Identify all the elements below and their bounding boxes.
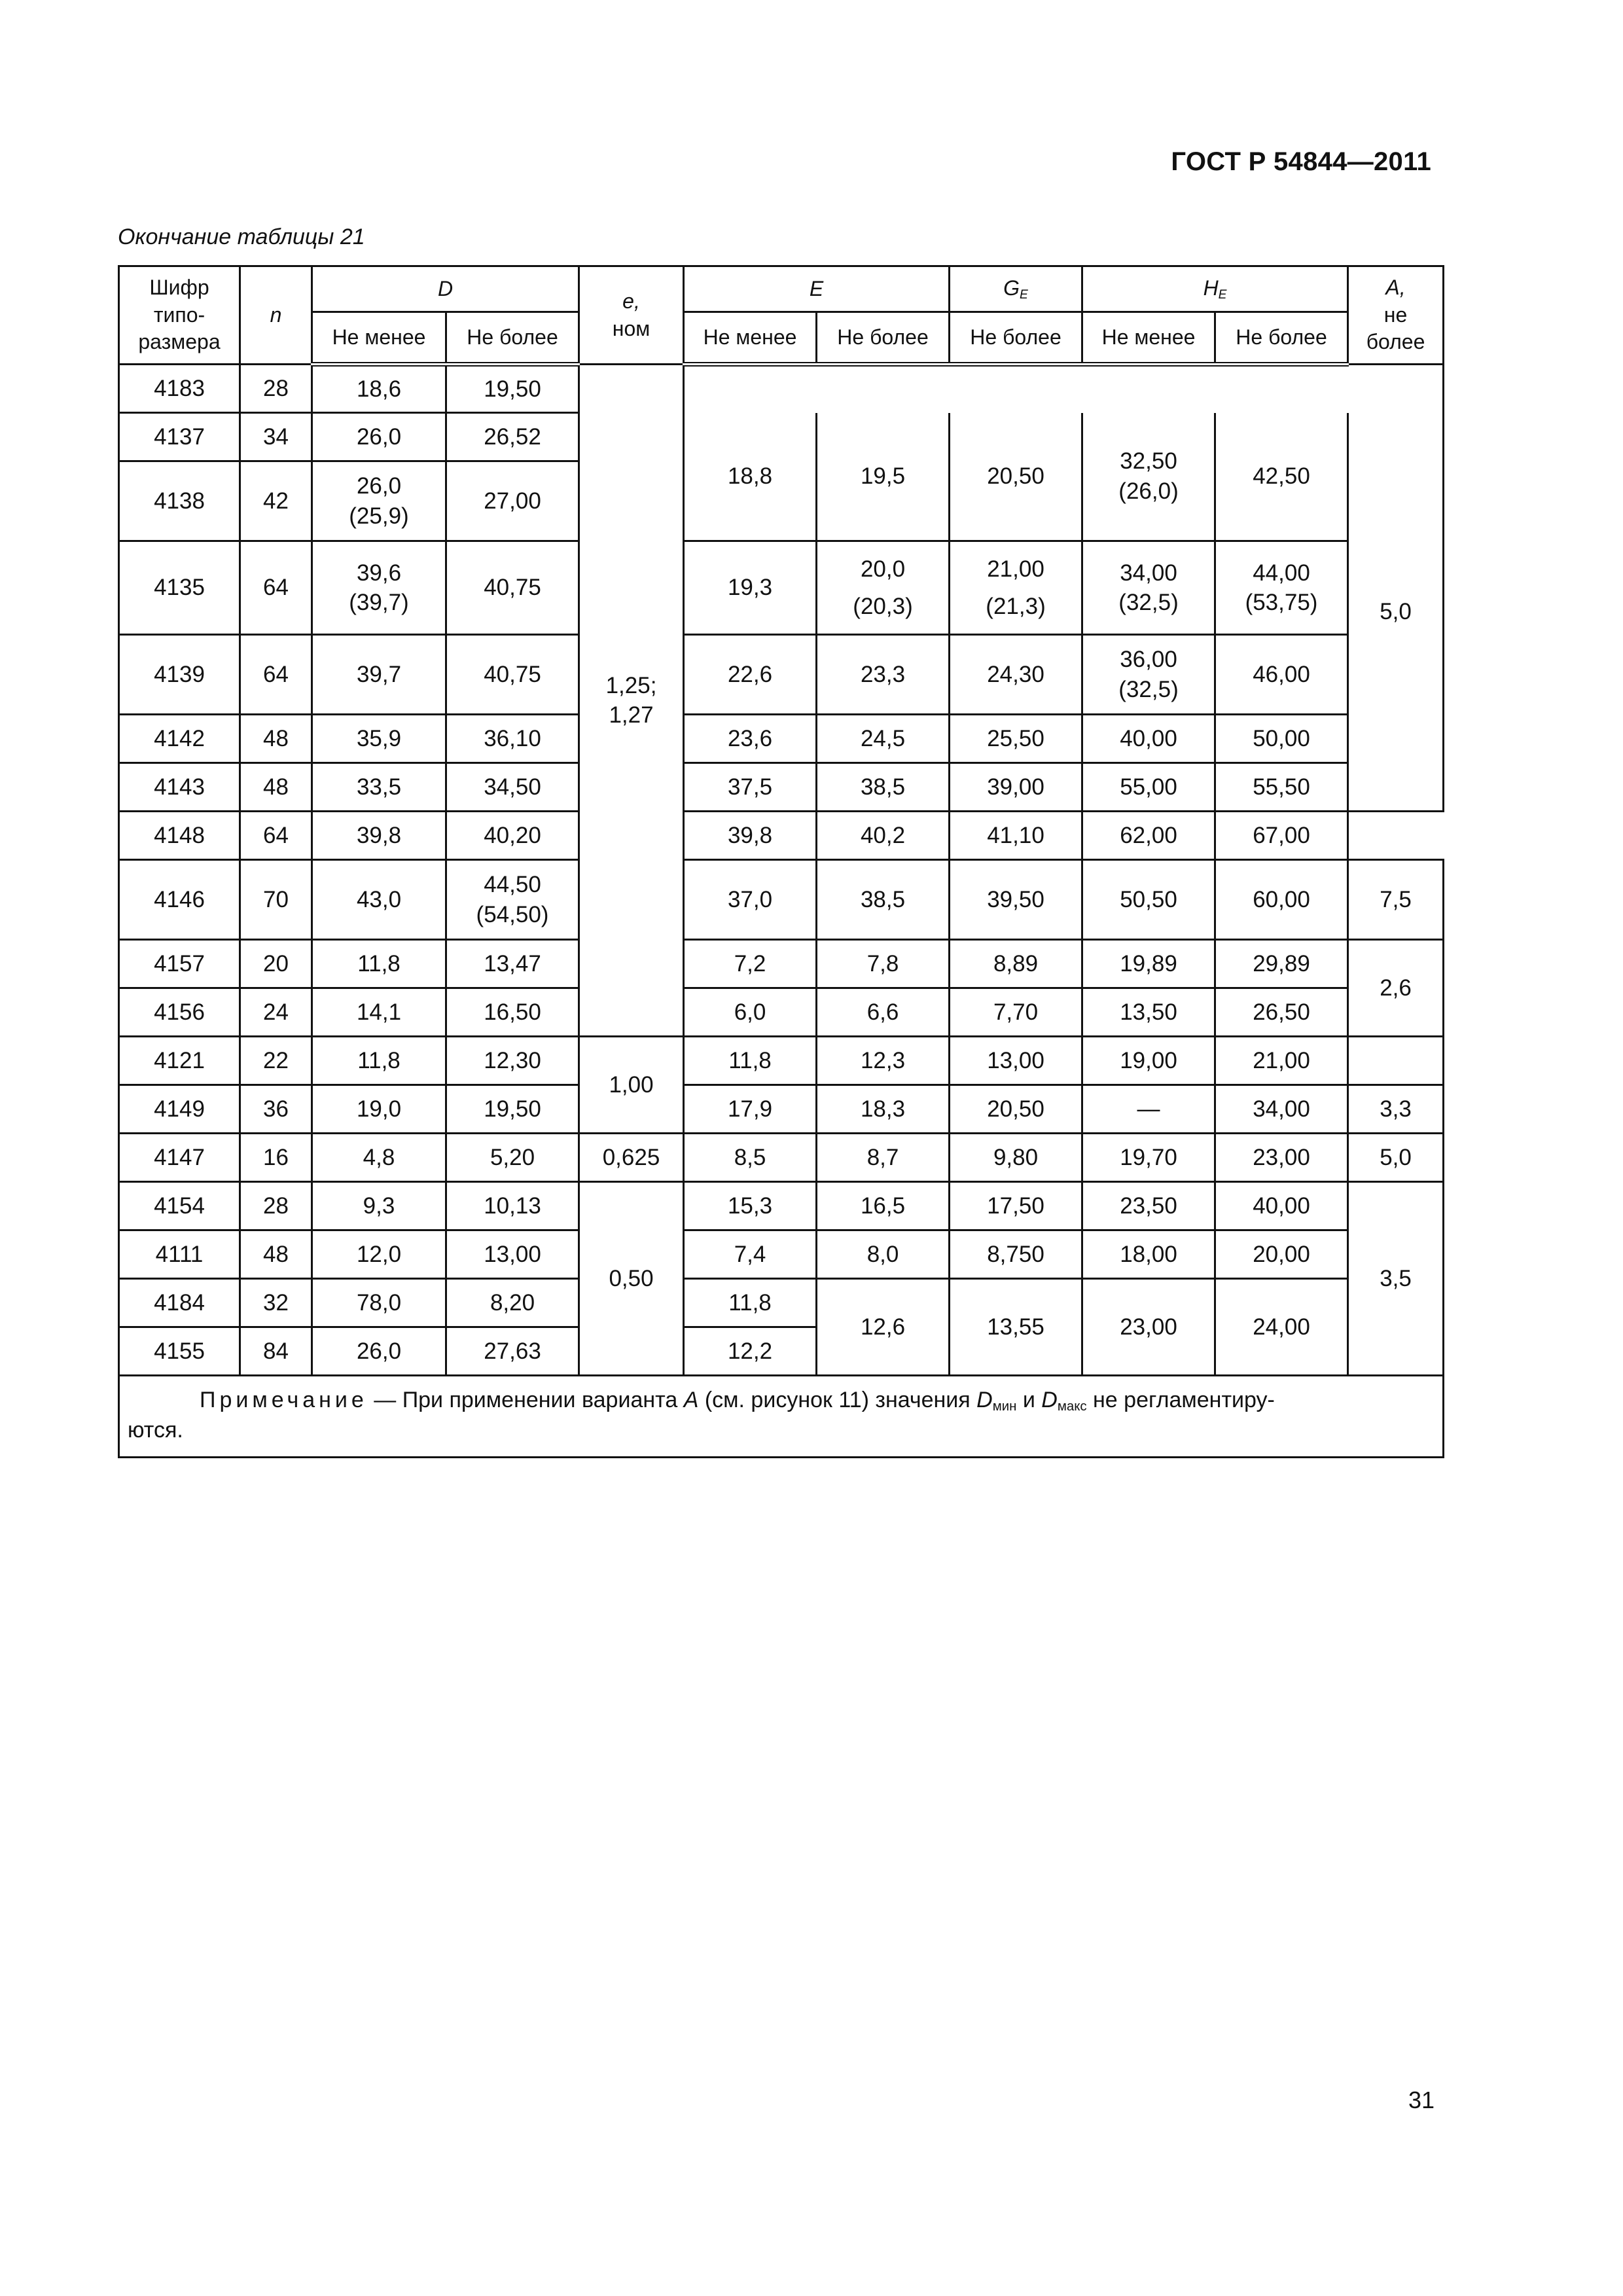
dmin-cell: 12,0: [312, 1230, 446, 1279]
hmax-cell: 46,00: [1215, 635, 1348, 715]
header-A: A, не более: [1348, 266, 1444, 365]
dmin-cell: 19,0: [312, 1085, 446, 1134]
g-cell: 9,80: [950, 1134, 1082, 1182]
table-row: [119, 635, 1444, 715]
dmin-cell: 14,1: [312, 988, 446, 1037]
emax-cell: 23,3: [817, 635, 950, 715]
emin-cell: 19,3: [684, 541, 817, 635]
g-cell: 39,00: [950, 763, 1082, 812]
code-cell: 4135: [119, 541, 240, 635]
dmin-cell: 78,0: [312, 1279, 446, 1327]
code-cell: 4139: [119, 635, 240, 715]
header-H: $H_E$: [1082, 266, 1348, 312]
n-cell: 22: [240, 1037, 312, 1085]
header-H-min: Не менее: [1082, 312, 1215, 365]
dmin-cell: 39,6 (39,7): [312, 541, 446, 635]
hmax-cell: 67,00: [1215, 812, 1348, 860]
code-cell: 4143: [119, 763, 240, 812]
hmin-cell: 13,50: [1082, 988, 1215, 1037]
hmin-cell: 34,00 (32,5): [1082, 541, 1215, 635]
n-cell: 28: [240, 1182, 312, 1230]
dmax-cell: 36,10: [446, 715, 579, 763]
hmin-cell: 18,00: [1082, 1230, 1215, 1279]
table-row: [119, 763, 1444, 812]
n-cell: 42: [240, 461, 312, 541]
n-cell: 16: [240, 1134, 312, 1182]
dmax-cell: 27,00: [446, 461, 579, 541]
n-cell: 84: [240, 1327, 312, 1376]
dmax-cell: 40,20: [446, 812, 579, 860]
n-cell: 32: [240, 1279, 312, 1327]
header-G-max: Не более: [950, 312, 1082, 365]
note-label: Примечание: [200, 1388, 368, 1412]
code-cell: 4146: [119, 860, 240, 940]
emax-cell: 24,5: [817, 715, 950, 763]
e-cell-group3: 0,50: [579, 1182, 684, 1376]
emax-cell: 12,6: [817, 1279, 950, 1376]
g-cell: 41,10: [950, 812, 1082, 860]
emin-cell: 11,8: [684, 1037, 817, 1085]
code-cell: 4142: [119, 715, 240, 763]
table-row: [119, 1134, 1444, 1182]
n-cell: 34: [240, 413, 312, 461]
dmin-cell: 26,0 (25,9): [312, 461, 446, 541]
dmax-cell: 8,20: [446, 1279, 579, 1327]
hmin-cell: 23,50: [1082, 1182, 1215, 1230]
emin-cell: 17,9: [684, 1085, 817, 1134]
emin-cell: 15,3: [684, 1182, 817, 1230]
emax-cell: 40,2: [817, 812, 950, 860]
emin-cell: 7,4: [684, 1230, 817, 1279]
hmax-cell: 60,00: [1215, 860, 1348, 940]
standard-number: ГОСТ Р 54844—2011: [1171, 147, 1431, 176]
dmin-cell: 11,8: [312, 1037, 446, 1085]
n-cell: 48: [240, 715, 312, 763]
hmax-cell: 34,00: [1215, 1085, 1348, 1134]
code-cell: 4121: [119, 1037, 240, 1085]
code-cell: 4149: [119, 1085, 240, 1134]
hmax-cell: 44,00 (53,75): [1215, 541, 1348, 635]
table-row: [119, 940, 1444, 988]
dmax-cell: 34,50: [446, 763, 579, 812]
a-cell: 3,5: [1348, 1182, 1444, 1376]
a-cell: 3,3: [1348, 1085, 1444, 1134]
dmin-cell: 26,0: [312, 1327, 446, 1376]
header-E: E: [684, 266, 950, 312]
emax-cell: 18,3: [817, 1085, 950, 1134]
code-cell: 4148: [119, 812, 240, 860]
emax-cell: 8,0: [817, 1230, 950, 1279]
emax-cell: 12,3: [817, 1037, 950, 1085]
table-row: [119, 715, 1444, 763]
g-cell: 20,50: [950, 413, 1082, 541]
n-cell: 64: [240, 635, 312, 715]
dmax-cell: 5,20: [446, 1134, 579, 1182]
emin-cell: 12,2: [684, 1327, 817, 1376]
n-cell: 64: [240, 541, 312, 635]
table-row: [119, 812, 1444, 860]
hmin-cell: —: [1082, 1085, 1215, 1134]
emax-cell: 38,5: [817, 763, 950, 812]
code-cell: 4147: [119, 1134, 240, 1182]
dmin-cell: 35,9: [312, 715, 446, 763]
hmax-cell: 23,00: [1215, 1134, 1348, 1182]
emin-cell: 18,8: [684, 413, 817, 541]
code-cell: 4111: [119, 1230, 240, 1279]
g-cell: 17,50: [950, 1182, 1082, 1230]
dmax-cell: 26,52: [446, 413, 579, 461]
g-cell: 25,50: [950, 715, 1082, 763]
emax-cell: 6,6: [817, 988, 950, 1037]
n-cell: 70: [240, 860, 312, 940]
g-cell: 13,55: [950, 1279, 1082, 1376]
g-cell: 39,50: [950, 860, 1082, 940]
header-G: $G_E$: [950, 266, 1082, 312]
dmax-cell: 13,00: [446, 1230, 579, 1279]
hmax-cell: 40,00: [1215, 1182, 1348, 1230]
a-cell: 7,5: [1348, 860, 1444, 940]
code-cell: 4154: [119, 1182, 240, 1230]
dmax-cell: 12,30: [446, 1037, 579, 1085]
emin-cell: 37,5: [684, 763, 817, 812]
table-row: [119, 1182, 1444, 1230]
a-cell: 5,0: [1348, 1134, 1444, 1182]
g-cell: 13,00: [950, 1037, 1082, 1085]
hmin-cell: 62,00: [1082, 812, 1215, 860]
code-cell: 4156: [119, 988, 240, 1037]
emin-cell: 39,8: [684, 812, 817, 860]
emin-cell: 37,0: [684, 860, 817, 940]
code-cell: 4155: [119, 1327, 240, 1376]
dmin-cell: 9,3: [312, 1182, 446, 1230]
dmin-cell: 18,6: [312, 365, 446, 413]
emin-cell: 6,0: [684, 988, 817, 1037]
header-D-max: Не более: [446, 312, 579, 365]
header-H-max: Не более: [1215, 312, 1348, 365]
emax-cell: 19,5: [817, 413, 950, 541]
dmax-cell: 10,13: [446, 1182, 579, 1230]
e-cell-group2: 1,00: [579, 1037, 684, 1134]
g-cell: 21,00 (21,3): [950, 541, 1082, 635]
table-row: [119, 860, 1444, 940]
emin-cell: 11,8: [684, 1279, 817, 1327]
blank-cell: [1348, 1037, 1444, 1085]
emax-cell: 16,5: [817, 1182, 950, 1230]
n-cell: 48: [240, 763, 312, 812]
blank-cell: [684, 365, 1444, 413]
emin-cell: 22,6: [684, 635, 817, 715]
hmin-cell: 32,50 (26,0): [1082, 413, 1215, 541]
emin-cell: 7,2: [684, 940, 817, 988]
table-row: [119, 1085, 1444, 1134]
e-cell-group1: 1,25; 1,27: [579, 365, 684, 1037]
g-cell: 24,30: [950, 635, 1082, 715]
hmax-cell: 29,89: [1215, 940, 1348, 988]
dmin-cell: 4,8: [312, 1134, 446, 1182]
emin-cell: 23,6: [684, 715, 817, 763]
hmax-cell: 20,00: [1215, 1230, 1348, 1279]
header-e: e, ном: [579, 266, 684, 365]
n-cell: 20: [240, 940, 312, 988]
dmin-cell: 43,0: [312, 860, 446, 940]
dmax-cell: 19,50: [446, 1085, 579, 1134]
n-cell: 24: [240, 988, 312, 1037]
dmax-cell: 27,63: [446, 1327, 579, 1376]
e-cell: 0,625: [579, 1134, 684, 1182]
hmin-cell: 19,70: [1082, 1134, 1215, 1182]
emax-cell: 8,7: [817, 1134, 950, 1182]
dmin-cell: 33,5: [312, 763, 446, 812]
hmax-cell: 21,00: [1215, 1037, 1348, 1085]
dmax-cell: 44,50 (54,50): [446, 860, 579, 940]
table-row: [119, 541, 1444, 635]
hmax-cell: 26,50: [1215, 988, 1348, 1037]
code-cell: 4184: [119, 1279, 240, 1327]
table-row: [119, 413, 1444, 461]
table-note: Примечание — При применении варианта A (см. рисунок 11) значения $D_{мин}$ и $D_{макс}$ не регламентиру- ются.: [119, 1376, 1444, 1458]
hmax-cell: 24,00: [1215, 1279, 1348, 1376]
emax-cell: 7,8: [817, 940, 950, 988]
hmax-cell: 50,00: [1215, 715, 1348, 763]
code-cell: 4138: [119, 461, 240, 541]
dmax-cell: 40,75: [446, 635, 579, 715]
hmin-cell: 36,00 (32,5): [1082, 635, 1215, 715]
table-row: [119, 365, 1444, 413]
g-cell: 7,70: [950, 988, 1082, 1037]
n-cell: 64: [240, 812, 312, 860]
g-cell: 8,89: [950, 940, 1082, 988]
code-cell: 4137: [119, 413, 240, 461]
dmin-cell: 39,7: [312, 635, 446, 715]
header-D-min: Не менее: [312, 312, 446, 365]
dmax-cell: 16,50: [446, 988, 579, 1037]
dmin-cell: 11,8: [312, 940, 446, 988]
hmin-cell: 23,00: [1082, 1279, 1215, 1376]
code-cell: 4157: [119, 940, 240, 988]
header-code: Шифр типо- размера: [119, 266, 240, 365]
table-row: [119, 988, 1444, 1037]
hmax-cell: 42,50: [1215, 413, 1348, 541]
table-caption: Окончание таблицы 21: [118, 224, 365, 249]
n-cell: 28: [240, 365, 312, 413]
emax-cell: 20,0 (20,3): [817, 541, 950, 635]
n-cell: 36: [240, 1085, 312, 1134]
table-row: [119, 1230, 1444, 1279]
page-number: 31: [1408, 2087, 1435, 2113]
g-cell: 8,750: [950, 1230, 1082, 1279]
dmax-cell: 13,47: [446, 940, 579, 988]
n-cell: 48: [240, 1230, 312, 1279]
emax-cell: 38,5: [817, 860, 950, 940]
table-row: [119, 1037, 1444, 1085]
hmin-cell: 50,50: [1082, 860, 1215, 940]
g-cell: 20,50: [950, 1085, 1082, 1134]
dmin-cell: 26,0: [312, 413, 446, 461]
hmin-cell: 55,00: [1082, 763, 1215, 812]
hmax-cell: 55,50: [1215, 763, 1348, 812]
hmin-cell: 40,00: [1082, 715, 1215, 763]
hmin-cell: 19,89: [1082, 940, 1215, 988]
a-cell: 2,6: [1348, 940, 1444, 1037]
header-D: D: [312, 266, 579, 312]
dmin-cell: 39,8: [312, 812, 446, 860]
dmax-cell: 40,75: [446, 541, 579, 635]
code-cell: 4183: [119, 365, 240, 413]
hmin-cell: 19,00: [1082, 1037, 1215, 1085]
dmax-cell: 19,50: [446, 365, 579, 413]
header-E-max: Не более: [817, 312, 950, 365]
table-row: [119, 1279, 1444, 1327]
table-note-row: [119, 1376, 1444, 1458]
a-cell: 5,0: [1348, 413, 1444, 812]
dimensions-table: [118, 265, 1444, 1458]
emin-cell: 8,5: [684, 1134, 817, 1182]
header-E-min: Не менее: [684, 312, 817, 365]
header-n: n: [240, 266, 312, 365]
